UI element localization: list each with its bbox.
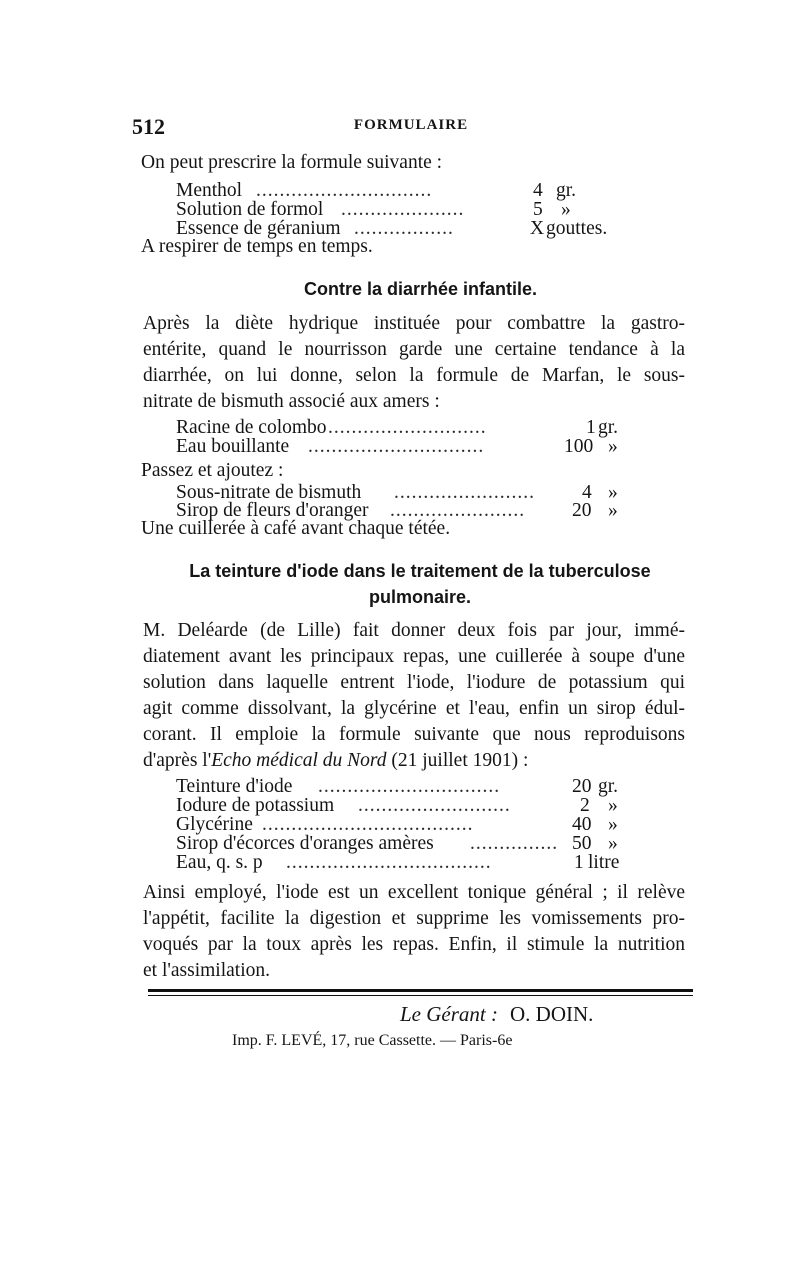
ingredient-unit: » — [561, 199, 571, 220]
ingredient-quantity: 20 — [572, 776, 592, 797]
paragraph-line: nitrate de bismuth associé aux amers : — [143, 391, 440, 412]
ingredient-quantity: 100 — [564, 436, 594, 457]
ingredient-quantity: 5 — [533, 199, 543, 220]
ingredient-name: Sous-nitrate de bismuth — [176, 482, 362, 503]
ingredient-quantity: 2 — [580, 795, 590, 816]
leader-dots: ................. — [354, 218, 454, 239]
footer-rule-thick — [148, 989, 693, 992]
paragraph-line: corant. Il emploie la formule suivante que nous reproduisons — [143, 724, 685, 745]
leader-dots: ............... — [470, 833, 559, 854]
ingredient-unit: » — [608, 500, 618, 521]
dosage-text: Une cuillerée à café avant chaque tétée. — [141, 518, 451, 539]
ingredient-unit: » — [608, 436, 618, 457]
ingredient-unit: » — [608, 814, 618, 835]
running-head — [132, 114, 690, 138]
ingredient-name: Racine de colombo — [176, 417, 327, 438]
leader-dots: ........................ — [394, 482, 535, 503]
citation-suffix: (21 juillet 1901) : — [386, 750, 529, 771]
ingredient-quantity: 1 — [586, 417, 596, 438]
usage-note: A respirer de temps en temps. — [141, 236, 373, 257]
ingredient-unit: » — [608, 482, 618, 503]
paragraph-text: Après la diète hydrique instituée pour combattre la gastro- — [143, 313, 685, 334]
leader-dots: ............................... — [318, 776, 501, 797]
ingredient-unit: » — [608, 795, 618, 816]
manager-signature — [400, 1002, 593, 1027]
ingredient-quantity: 40 — [572, 814, 592, 835]
instruction-text: Passez et ajoutez : — [141, 460, 284, 481]
citation-line — [143, 750, 528, 772]
ingredient-name: Eau bouillante — [176, 436, 290, 457]
footer-rule-thin — [148, 995, 693, 996]
paragraph-line: agit comme dissolvant, la glycérine et l'eau, enfin un sirop édul- — [143, 698, 685, 719]
paragraph-line: Ainsi employé, l'iode est un excellent tonique général ; il relève — [143, 882, 685, 903]
ingredient-name: Essence de géranium — [176, 218, 341, 239]
ingredient-quantity: 4 — [582, 482, 592, 503]
section-title: pulmonaire. — [368, 587, 471, 607]
ingredient-unit: » — [608, 833, 618, 854]
leader-dots: ....................... — [390, 500, 526, 521]
ingredient-quantity: 50 — [572, 833, 592, 854]
ingredient-name: Iodure de potassium — [176, 795, 335, 816]
paragraph-line: M. Deléarde (de Lille) fait donner deux fois par jour, immé- — [143, 620, 685, 641]
ingredient-name: Solution de formol — [176, 199, 324, 220]
ingredient-name: Sirop d'écorces d'oranges amères — [176, 833, 434, 854]
ingredient-unit: litre — [588, 852, 620, 873]
ingredient-name: Menthol — [176, 180, 243, 201]
ingredient-name: Sirop de fleurs d'oranger — [176, 500, 369, 521]
leader-dots: ........................... — [328, 417, 487, 438]
ingredient-quantity: X — [530, 218, 545, 239]
ingredient-unit: gr. — [556, 180, 577, 201]
paragraph-line: l'appétit, facilite la digestion et supprime les vomissements pro- — [143, 908, 685, 929]
ingredient-unit: gouttes. — [546, 218, 608, 239]
citation-prefix: d'après l' — [143, 750, 212, 771]
paragraph-line: solution dans laquelle entrent l'iode, l'iodure de potassium qui — [143, 672, 685, 693]
journal-title: Echo médical du Nord — [211, 750, 387, 771]
printer-imprint: Imp. F. LEVÉ, 17, rue Cassette. — Paris-6e — [232, 1032, 513, 1049]
manager-label: Le Gérant : — [400, 1002, 498, 1026]
leader-dots: .............................. — [308, 436, 485, 457]
manager-name: O. DOIN. — [510, 1002, 594, 1026]
paragraph-line: et l'assimilation. — [143, 960, 270, 981]
section-title: La teinture d'iode dans le traitement de la tuberculose — [189, 561, 651, 581]
formula-line — [176, 436, 636, 458]
paragraph-line — [143, 313, 685, 335]
running-title: FORMULAIRE — [353, 117, 469, 133]
leader-dots: .............................. — [256, 180, 433, 201]
paragraph-line: diatement avant les principaux repas, une cuillerée à soupe d'une — [143, 646, 685, 667]
ingredient-quantity: 20 — [572, 500, 592, 521]
ingredient-unit: gr. — [598, 417, 619, 438]
leader-dots: ................................... — [286, 852, 492, 873]
intro-text: On peut prescrire la formule suivante : — [141, 152, 443, 173]
paragraph-line: voqués par la toux après les repas. Enfin, il stimule la nutrition — [143, 934, 685, 955]
paragraph-line: diarrhée, on lui donne, selon la formule de Marfan, le sous- — [143, 365, 685, 386]
leader-dots: .......................... — [358, 795, 511, 816]
leader-dots: ..................... — [341, 199, 465, 220]
page-number: 512 — [132, 114, 165, 139]
formula-line — [176, 852, 636, 874]
paragraph-line: entérite, quand le nourrisson garde une certaine tendance à la — [143, 339, 685, 360]
ingredient-name: Glycérine — [176, 814, 253, 835]
ingredient-unit: gr. — [598, 776, 619, 797]
ingredient-name: Eau, q. s. p — [176, 852, 263, 873]
ingredient-quantity: 4 — [533, 180, 543, 201]
ingredient-quantity: 1 — [574, 852, 584, 873]
leader-dots: .................................... — [262, 814, 474, 835]
ingredient-name: Teinture d'iode — [176, 776, 293, 797]
section-title: Contre la diarrhée infantile. — [303, 279, 538, 299]
